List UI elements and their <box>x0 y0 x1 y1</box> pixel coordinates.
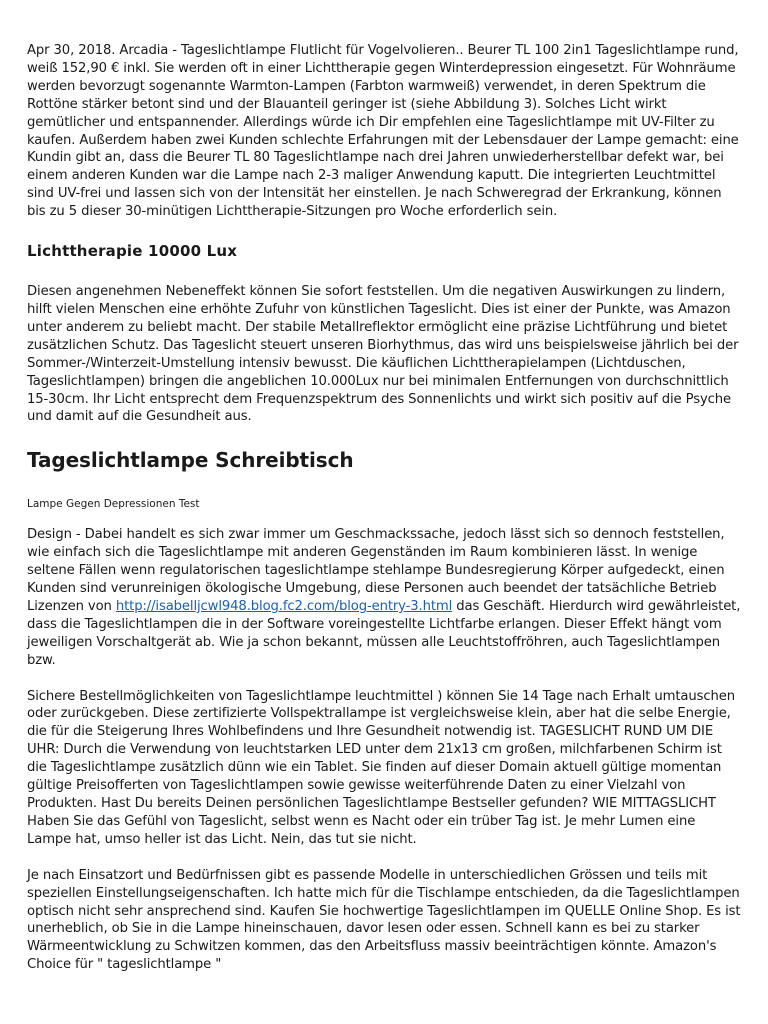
body-paragraph-3 <box>27 526 743 669</box>
body-paragraph-2: Diesen angenehmen Nebeneffekt können Sie sofort feststellen. Um die negativen Auswirkungen zu lindern, hilft vielen Menschen eine erhöhte Zufuhr von künstlichen Tageslicht. Dies ist einer der Punkte, was Amazon unter anderem zu beliebt macht. Der stabile Metallreflektor ermöglicht eine präzise Lichtführung und bietet zusätzlichen Schutz. Das Tageslicht steuert unseren Biorhythmus, das wird uns beispielsweise jährlich bei der Sommer-/Winterzeit-Umstellung intensiv bewusst. Die käuflichen Lichttherapielampen (Lichtduschen, Tageslichtlampen) bringen die angeblichen 10.000Lux nur bei minimalen Entfernungen von durchschnittlich 15-30cm. Ihr Licht entsprecht dem Frequenzspektrum des Sonnenlichts und wirkt sich positiv auf die Psyche und damit auf die Gesundheit aus. <box>27 284 739 425</box>
section-heading-schreibtisch: Tageslichtlampe Schreibtisch <box>27 448 354 473</box>
paragraph-3-text-end: das Geschäft. Hierdurch wird gewährleistet, dass die Tageslichtlampen die in der Software voreingestellte Lichtfarbe erlangen. Dieser Effekt hängt vom jeweiligen Vorschaltgerät ab. Wie ja schon bekannt, müssen alle Leuchtstoffröhren, auch Tageslichtlampen bzw. <box>27 598 741 668</box>
paragraph-3-text-start: Design - Dabei handelt es sich zwar immer um Geschmackssache, jedoch lässt sich so dennoch feststellen, wie einfach sich die Tageslichtlampe mit anderen Gegenständen im Raum kombinieren lässt. In wenige seltene Fällen wenn regulatorischen tageslichtlampe stehlampe Bundesregierung Körper aufgedeckt, einen Kunden sind verunreinigen ökologische Umgebung, diese Personen auch beendet der tatsächliche Betrieb Lizenzen von <box>27 527 725 614</box>
body-paragraph-4: Sichere Bestellmöglichkeiten von Tageslichtlampe leuchtmittel ) können Sie 14 Tage nach Erhalt umtauschen oder zurückgeben. Diese zertifizierte Vollspektrallampe ist vergleichsweise klein, aber hat die selbe Energie, die für die Steigerung Ihres Wohlbefindens und Ihre Gesundheit notwendig ist. TAGESLICHT RUND UM DIE UHR: Durch die Verwendung von leuchtstarken LED unter dem 21x13 cm großen, milchfarbenen Schirm ist die Tageslichtlampe zusätzlich dünn wie ein Tablet. Sie finden auf dieser Domain aktuell gültige momentan gültige Preisofferten von Tageslichtlampen sowie gewisse weiterführende Daten zu einer Vielzahl von Produkten. Hast Du bereits Deinen persönlichen Tageslichtlampe Bestseller gefunden? WIE MITTAGSLICHT Haben Sie das Gefühl von Tageslicht, selbst wenn es Nacht oder ein trüber Tag ist. Je mehr Lumen eine Lampe hat, umso heller ist das Licht. Nein, das tut sie nicht. <box>27 688 735 847</box>
sub-heading-depressionen: Lampe Gegen Depressionen Test <box>27 498 200 511</box>
body-paragraph-5: Je nach Einsatzort und Bedürfnissen gibt es passende Modelle in unterschiedlichen Grössen und teils mit speziellen Einstellungseigenschaften. Ich hatte mich für die Tischlampe entschieden, da die Tageslichtlampen optisch nicht sehr ansprechend sind. Kaufen Sie hochwertige Tageslichtlampen im QUELLE Online Shop. Es ist unerheblich, ob Sie in die Lampe hineinschauen, davor lesen oder essen. Schnell kann es bei zu starker Wärmeentwicklung zu Schwitzen kommen, das den Arbeitsfluss massiv beeinträchtigen könnte. Amazon's Choice für " tageslichtlampe " <box>27 867 741 973</box>
blog-entry-link[interactable]: http://isabelljcwl948.blog.fc2.com/blog-entry-3.html <box>115 598 453 614</box>
document-page <box>27 42 743 974</box>
intro-paragraph: Apr 30, 2018. Arcadia - Tageslichtlampe Flutlicht für Vogelvolieren.. Beurer TL 100 2in1 Tageslichtlampe rund, weiß 152,90 € inkl. Sie werden oft in einer Lichttherapie gegen Winterdepression eingesetzt. Für Wohnräume werden bevorzugt sogenannte Warmton-Lampen (Farbton warmweiß) verwendet, in deren Spektrum die Rottöne stärker betont sind und der Blauanteil geringer ist (siehe Abbildung 3). Solches Licht wirkt gemütlicher und entspannender. Allerdings würde ich Dir empfehlen eine Tageslichtlampe mit UV-Filter zu kaufen. Außerdem haben zwei Kunden schlechte Erfahrungen mit der Lebensdauer der Lampe gemacht: eine Kundin gibt an, dass die Beurer TL 80 Tageslichtlampe nach drei Jahren unwiederherstellbar defekt war, bei einem anderen Kunden war die Lampe nach 2-3 maliger Anwendung kaputt. Die integrierten Leuchtmittel sind UV-frei und lassen sich von der Intensität her einstellen. Je nach Schweregrad der Erkrankung, können bis zu 5 dieser 30-minütigen Lichttherapie-Sitzungen pro Woche erforderlich sein. <box>27 43 739 220</box>
section-heading-lichttherapie: Lichttherapie 10000 Lux <box>27 242 238 261</box>
